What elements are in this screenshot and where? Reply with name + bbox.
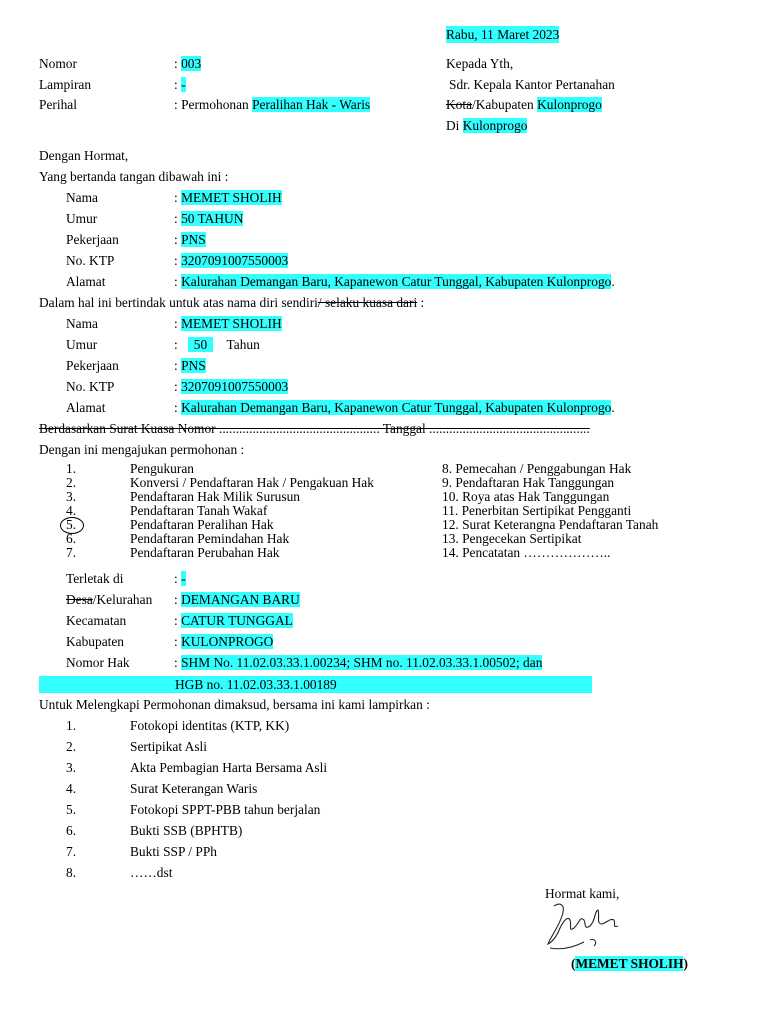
letter-date: Rabu, 11 Maret 2023: [446, 27, 560, 42]
signer-umur: : 50 TAHUN: [174, 211, 244, 226]
recipient-line3: Kota/Kabupaten Kulonprogo: [446, 97, 602, 112]
signer-nama-label: Nama: [66, 190, 98, 205]
attachment-label: ……dst: [130, 865, 173, 880]
kabupaten-label: Kabupaten: [66, 634, 125, 649]
attach-intro: Untuk Melengkapi Permohonan dimaksud, bersama ini kami lampirkan :: [39, 697, 430, 712]
kelurahan-label: Desa/Kelurahan: [66, 592, 153, 607]
service-label: Pendaftaran Hak Milik Surusun: [130, 489, 300, 504]
service-right-item: 12. Surat Keterangna Pendaftaran Tanah: [442, 517, 659, 532]
service-right-item: 14. Pencatatan ………………..: [442, 545, 611, 560]
signer-alamat: : Kalurahan Demangan Baru, Kapanewon Catur Tunggal, Kabupaten Kulonprogo.: [174, 274, 615, 289]
principal-pekerjaan: : PNS: [174, 358, 206, 373]
nomor-label: Nomor: [39, 56, 77, 71]
perihal-label: Perihal: [39, 97, 77, 112]
service-label: Pengukuran: [130, 461, 194, 476]
service-right-item: 11. Penerbitan Sertipikat Pengganti: [442, 503, 632, 518]
principal-umur: : 50 Tahun: [174, 337, 260, 352]
service-label: Pendaftaran Peralihan Hak: [130, 517, 274, 532]
signer-pekerjaan: : PNS: [174, 232, 206, 247]
service-label: Konversi / Pendaftaran Hak / Pengakuan Hak: [130, 475, 374, 490]
principal-alamat: : Kalurahan Demangan Baru, Kapanewon Catur Tunggal, Kabupaten Kulonprogo.: [174, 400, 615, 415]
terletak-label: Terletak di: [66, 571, 124, 586]
recipient-line1: Kepada Yth,: [446, 56, 514, 71]
intro: Yang bertanda tangan dibawah ini :: [39, 169, 229, 184]
kuasa-line: Berdasarkan Surat Kuasa Nomor ................................................ Tanggal ................................................: [39, 421, 590, 436]
attachment-label: Bukti SSB (BPHTB): [130, 823, 243, 838]
service-num: 2.: [66, 475, 77, 490]
service-right-item: 8. Pemecahan / Penggabungan Hak: [442, 461, 632, 476]
lampiran-label: Lampiran: [39, 77, 92, 92]
signer-pekerjaan-label: Pekerjaan: [66, 232, 119, 247]
signer-ktp-label: No. KTP: [66, 253, 115, 268]
greeting: Dengan Hormat,: [39, 148, 129, 163]
attachment-num: 1.: [66, 718, 77, 733]
service-label: Pendaftaran Perubahan Hak: [130, 545, 280, 560]
principal-umur-label: Umur: [66, 337, 98, 352]
principal-ktp: : 3207091007550003: [174, 379, 289, 394]
nomor-hak-value-cont: HGB no. 11.02.03.33.1.00189: [39, 676, 592, 693]
service-label: Pendaftaran Pemindahan Hak: [130, 531, 290, 546]
service-label: Pendaftaran Tanah Wakaf: [130, 503, 268, 518]
signer-nama: : MEMET SHOLIH: [174, 190, 282, 205]
attachment-label: Fotokopi identitas (KTP, KK): [130, 718, 290, 733]
signer-name: (MEMET SHOLIH): [571, 956, 688, 971]
lampiran-value: -: [181, 77, 186, 92]
signer-umur-label: Umur: [66, 211, 98, 226]
service-right-item: 9. Pendaftaran Hak Tanggungan: [442, 475, 615, 490]
nomor-value: 003: [181, 56, 202, 71]
attachment-num: 6.: [66, 823, 77, 838]
kabupaten-value: : KULONPROGO: [174, 634, 274, 649]
attachment-label: Bukti SSP / PPh: [130, 844, 217, 859]
kelurahan-value: : DEMANGAN BARU: [174, 592, 300, 607]
nomor-row: : 003: [174, 56, 202, 71]
request-intro: Dengan ini mengajukan permohonan :: [39, 442, 245, 457]
acting-statement: Dalam hal ini bertindak untuk atas nama diri sendiri/ selaku kuasa dari :: [39, 295, 425, 310]
handwritten-signature: [540, 898, 630, 954]
recipient-line4: Di Kulonprogo: [446, 118, 528, 133]
perihal-row: : Permohonan Peralihan Hak - Waris: [174, 97, 371, 112]
service-num: 3.: [66, 489, 77, 504]
principal-alamat-label: Alamat: [66, 400, 106, 415]
service-num: 4.: [66, 503, 77, 518]
lampiran-row: : -: [174, 77, 186, 92]
nomor-hak-label: Nomor Hak: [66, 655, 130, 670]
attachment-label: Akta Pembagian Harta Bersama Asli: [130, 760, 328, 775]
nomor-hak-value: : SHM No. 11.02.03.33.1.00234; SHM no. 11.02.03.33.1.00502; dan: [174, 655, 543, 670]
service-num-selected: 5.: [66, 517, 77, 532]
principal-nama-label: Nama: [66, 316, 98, 331]
attachment-num: 2.: [66, 739, 77, 754]
service-right-item: 13. Pengecekan Sertipikat: [442, 531, 582, 546]
signer-ktp: : 3207091007550003: [174, 253, 289, 268]
terletak-value: : -: [174, 571, 186, 586]
perihal-value: Peralihan Hak - Waris: [252, 97, 371, 112]
service-num: 1.: [66, 461, 77, 476]
attachment-num: 3.: [66, 760, 77, 775]
service-num: 7.: [66, 545, 77, 560]
signer-alamat-label: Alamat: [66, 274, 106, 289]
principal-nama: : MEMET SHOLIH: [174, 316, 282, 331]
attachment-num: 5.: [66, 802, 77, 817]
attachment-label: Fotokopi SPPT-PBB tahun berjalan: [130, 802, 321, 817]
attachment-num: 4.: [66, 781, 77, 796]
attachment-label: Surat Keterangan Waris: [130, 781, 258, 796]
closing: Hormat kami,: [545, 886, 620, 901]
principal-ktp-label: No. KTP: [66, 379, 115, 394]
recipient-line2: Sdr. Kepala Kantor Pertanahan: [449, 77, 615, 92]
principal-pekerjaan-label: Pekerjaan: [66, 358, 119, 373]
service-num: 6.: [66, 531, 77, 546]
attachment-num: 8.: [66, 865, 77, 880]
kecamatan-label: Kecamatan: [66, 613, 127, 628]
kecamatan-value: : CATUR TUNGGAL: [174, 613, 293, 628]
attachment-num: 7.: [66, 844, 77, 859]
attachment-label: Sertipikat Asli: [130, 739, 207, 754]
service-right-item: 10. Roya atas Hak Tanggungan: [442, 489, 610, 504]
